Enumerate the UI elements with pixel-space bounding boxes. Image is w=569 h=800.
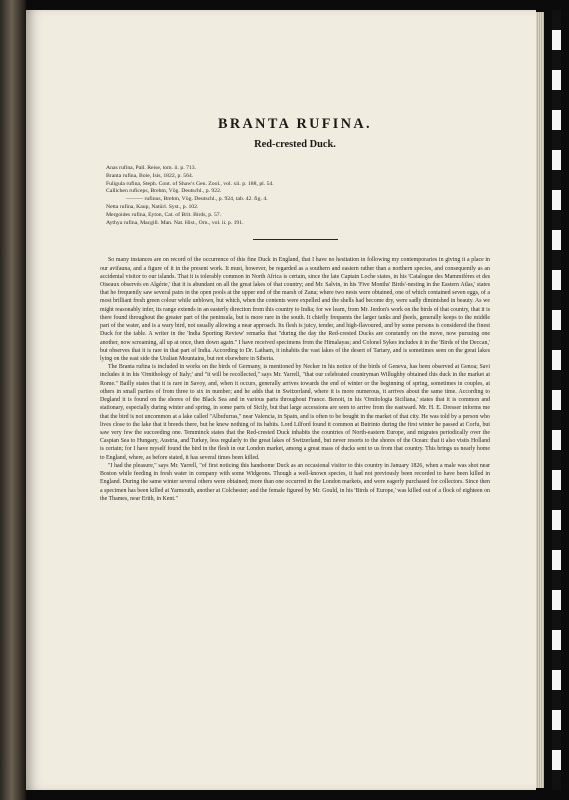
common-name: Red-crested Duck.: [254, 139, 336, 150]
body-paragraph: The Branta rufina is included in works on the birds of Germany, is mentioned by Necker in his notice of the birds of Geneva, has been observed at Genoa; Savi includes it in his 'Ornithology of Italy;' and "it will be recollected," says Mr. Yarrell, "that our celebrated countryman Willughby obtained this duck in the market at Rome." Bailly states that it is rare in Savoy, and, when it occurs, generally arrives towards the end of winter or the beginning of spring, sometimes in couples, at others in small parties of from three to six in number; and he adds that in Switzerland, where it is more numerous, it arrives about the same time. According to Degland it is found on the shores of the Black Sea and in various parts throughout France. Benoit, in his 'Ornitologia Siciliana,' states that it is common and stationary, especially during winter and spring, in some parts of Sicily, but that large accessions are seen to arrive from the eastward. Mr. H. E. Dresser informs me that the bird is not uncommon at a lake called "Albufurras," near Valencia, in Spain, and is often to be bought in the market of that city. He was told by a person who lives close to the lake that it breeds there, but he knew nothing of its habits. Lord Lilford found it common at Butrinto during the first winter he passed at Corfu, but saw very few the succeeding one. Temminck states that the Red-crested Duck inhabits the countries of North-eastern Europe, and migrates periodically over the Caspian Sea to Hungary, Austria, and Turkey, less regularly to the great lakes of Switzerland, but never resorts to the shores of the Ocean: that it also visits Holland is certain; for I have myself found the bird in the flesh in our London market, among a great mass of ducks sent to us from that country. This brings us nearly home to England, where, as before stated, it has several times been killed.: [100, 364, 490, 461]
page-content: [100, 115, 490, 503]
synonym-entry: Callichen ruficeps, Brehm, Vög. Deutschl., p. 922.: [106, 188, 222, 195]
body-paragraph: So many instances are on record of the occurrence of this fine Duck in England, that I have no hesitation in following my contemporaries in giving it a place in our avifauna, and a figure of it in the present work. It must, however, be regarded as a southern and eastern rather than a northern species, and consequently as an accidental visitor to our islands. That it is tolerably common in North Africa is certain, since the late Captain Loche states, in his 'Catalogue des Mammifères et des Oiseaux observés en Algérie,' that it is abundant on all the great lakes of that country; and Mr. Salvin, in his 'Five Months' Birds'-nesting in the Eastern Atlas,' states that he frequently saw several pairs in the open pools at the upper end of the marsh of Zana; where two nests were obtained, one of which contained seven eggs, of a most brilliant fresh green colour while unblown, but which, when the contents were expelled and the shells had become dry, were sadly diminished in beauty. As we might reasonably infer, its range extends in an easterly direction from this country to India; for we learn, from Mr. Jerdon's work on the birds of that country, that it is there found throughout the greater part of the peninsula, but is more rare in the south. It chiefly frequents the larger tanks and jheels, generally keeps to the middle part of the water, and is a wary bird, not usually allowing a near approach. Its flesh is juicy, tender, and high-flavoured, and by some persons is considered the finest Duck for the table. A writer in the 'India Sporting Review' remarks that "during the day the Red-crested Ducks are constantly on the move, now pursuing one another, now screaming, all up at once, then down again." I have received specimens from the Himalayas; and Colonel Sykes includes it in the 'Birds of the Deccan,' but observes that it is rare in that part of India. According to Dr. Latham, it inhabits the vast lakes of the desert of Tartary, and is sometimes seen on the great lakes lying on the east side the Uralian Mountains, but not elsewhere in Siberia.: [100, 257, 490, 362]
synonym-entry: Anas rufina, Pall. Reise, tom. ii. p. 713.: [106, 165, 197, 171]
synonymy-list: [106, 165, 490, 227]
synonym-entry: Fuligula rufina, Steph. Cont. of Shaw's Gen. Zool., vol. xii. p. 188, pl. 54.: [106, 180, 274, 187]
body-paragraph: "I had the pleasure," says Mr. Yarrell, "of first noticing this handsome Duck as an occasional visitor to this country in January 1826, when a male was shot near Boston while feeding in fresh water in company with some Widgeons. Though a well-known species, it had not previously been recorded to have been killed in England. During the same winter several others were obtained; more than one occurred in the London markets, and were eagerly purchased for collectors. Since then a specimen has been killed at Yarmouth, another at Colchester; and the female figured by Mr. Gould, in his 'Birds of Europe,' was killed out of a flock of eighteen on the Thames, near Erith, in Kent.": [100, 462, 490, 502]
synonym-entry: Aythya rufina, Macgill. Man. Nat. Hist., Orn., vol. ii. p. 191.: [106, 219, 244, 226]
synonym-entry: Branta rufina, Boie, Isis, 1822, p. 564.: [106, 172, 194, 179]
synonym-entry: Mergoides rufina, Eyton, Cat. of Brit. Birds, p. 57.: [106, 211, 222, 218]
species-title: BRANTA RUFINA.: [218, 116, 372, 132]
synonym-entry: ——— rufinus, Brehm, Vög. Deutschl., p. 924, tab. 42. fig. 4.: [126, 196, 268, 203]
section-divider: [253, 239, 338, 240]
page-edges: [536, 12, 544, 788]
color-scale-bar: [552, 10, 561, 790]
book-spine: [0, 0, 26, 800]
synonym-entry: Netta rufina, Kaup, Natürl. Syst., p. 102.: [106, 203, 199, 210]
